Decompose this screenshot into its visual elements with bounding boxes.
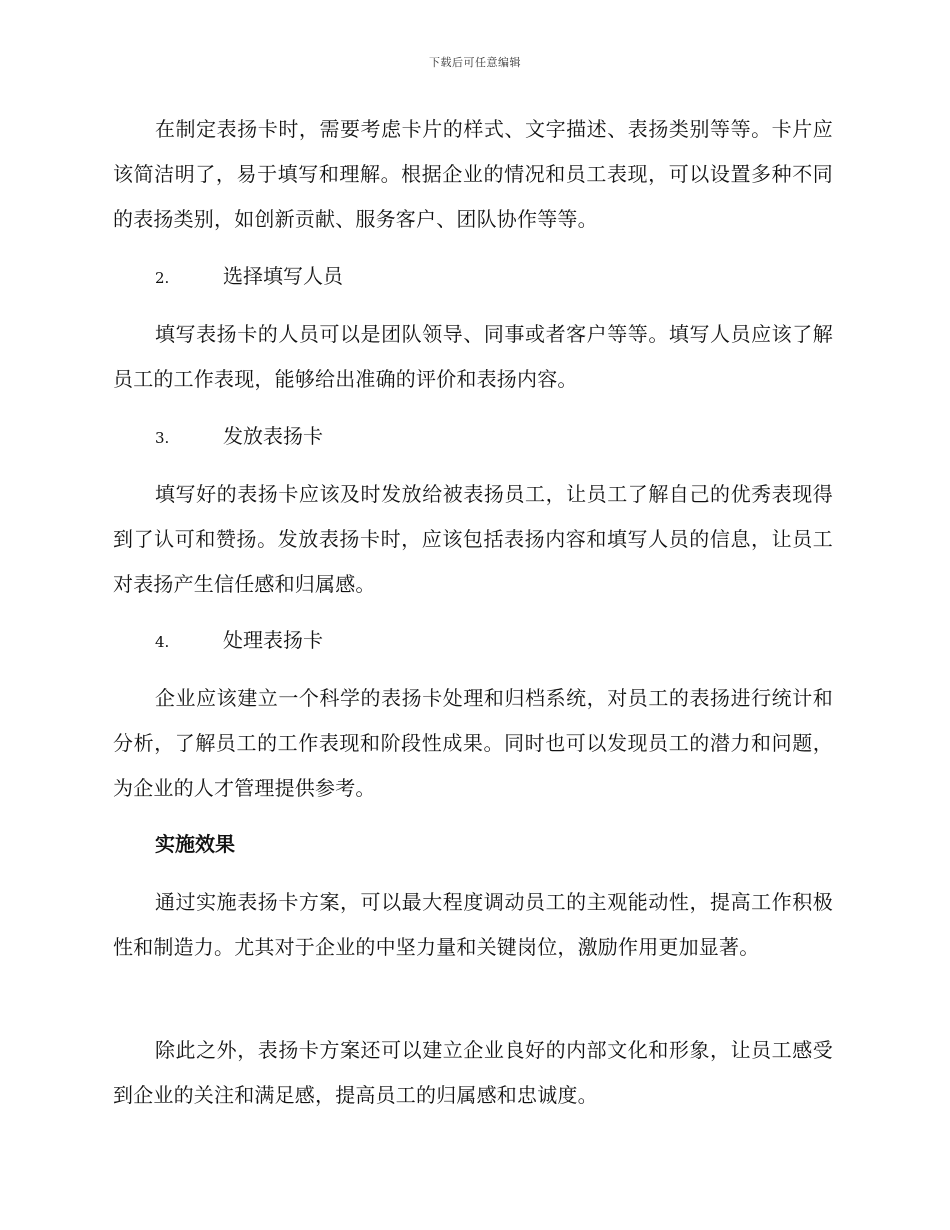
list-item-distribute-cards	[155, 414, 323, 461]
list-label: 发放表扬卡	[223, 424, 323, 448]
paragraph-results: 通过实施表扬卡方案，可以最大程度调动员工的主观能动性，提高工作积极性和制造力。尤其对于企业的中坚力量和关键岗位，激励作用更加显著。	[113, 890, 833, 959]
paragraph-writers: 填写表扬卡的人员可以是团队领导、同事或者客户等等。填写人员应该了解员工的工作表现，能够给出准确的评价和表扬内容。	[113, 322, 833, 391]
list-label: 处理表扬卡	[223, 628, 323, 652]
section-heading-results: 实施效果	[155, 832, 235, 856]
list-item-process-cards	[155, 618, 323, 665]
paragraph-culture: 除此之外，表扬卡方案还可以建立企业良好的内部文化和形象，让员工感受到企业的关注和满足感，提高员工的归属感和忠诚度。	[113, 1038, 833, 1107]
paragraph-processing: 企业应该建立一个科学的表扬卡处理和归档系统，对员工的表扬进行统计和分析，了解员工的工作表现和阶段性成果。同时也可以发现员工的潜力和问题，为企业的人才管理提供参考。	[113, 686, 833, 800]
paragraph-card-design: 在制定表扬卡时，需要考虑卡片的样式、文字描述、表扬类别等等。卡片应该简洁明了，易于填写和理解。根据企业的情况和员工表现，可以设置多种不同的表扬类别，如创新贡献、服务客户、团队协作等等。	[113, 117, 833, 231]
list-item-select-writers	[155, 254, 343, 301]
list-label: 选择填写人员	[223, 264, 343, 288]
list-number: 2.	[155, 269, 170, 287]
list-number: 4.	[155, 633, 170, 651]
paragraph-distribution: 填写好的表扬卡应该及时发放给被表扬员工，让员工了解自己的优秀表现得到了认可和赞扬。发放表扬卡时，应该包括表扬内容和填写人员的信息，让员工对表扬产生信任感和归属感。	[113, 482, 833, 596]
list-number: 3.	[155, 429, 170, 447]
page-header: 下载后可任意编辑	[429, 56, 521, 69]
